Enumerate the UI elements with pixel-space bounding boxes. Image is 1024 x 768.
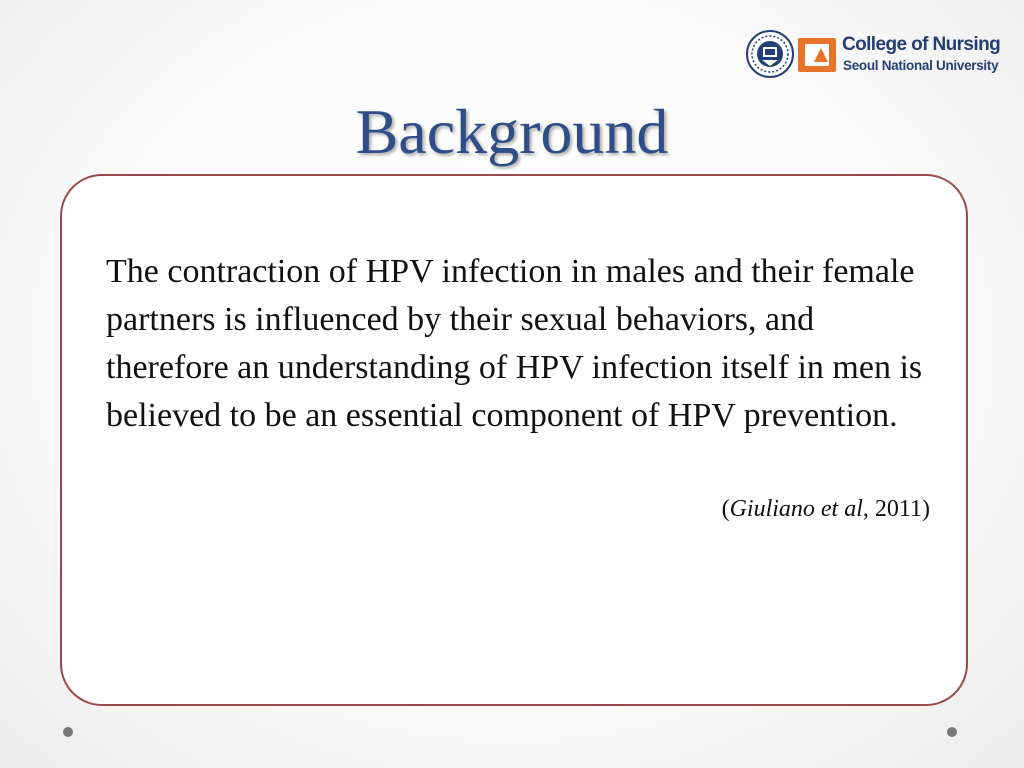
- slide-title: Background: [355, 96, 669, 167]
- citation-separator: ,: [862, 496, 875, 522]
- citation: [722, 496, 930, 523]
- college-emblem-icon: [798, 38, 836, 72]
- logo-college-name: College of Nursing: [842, 34, 1001, 55]
- body-paragraph: The contraction of HPV infection in males and their female partners is influenced by their sexual behaviors, and therefore an understanding of HPV infection itself in men is believed to be an essential component of HPV prevention.: [106, 253, 923, 434]
- decorative-dot-right: [947, 727, 957, 737]
- content-box: [60, 174, 968, 706]
- college-logo: [746, 30, 1010, 80]
- citation-authors: Giuliano et al: [729, 496, 863, 522]
- citation-year: 2011: [874, 496, 922, 522]
- citation-close: ): [922, 496, 930, 522]
- citation-open: (: [721, 496, 730, 522]
- logo-university-name: Seoul National University: [843, 58, 999, 73]
- decorative-dot-left: [63, 727, 73, 737]
- university-seal-icon: [746, 30, 794, 78]
